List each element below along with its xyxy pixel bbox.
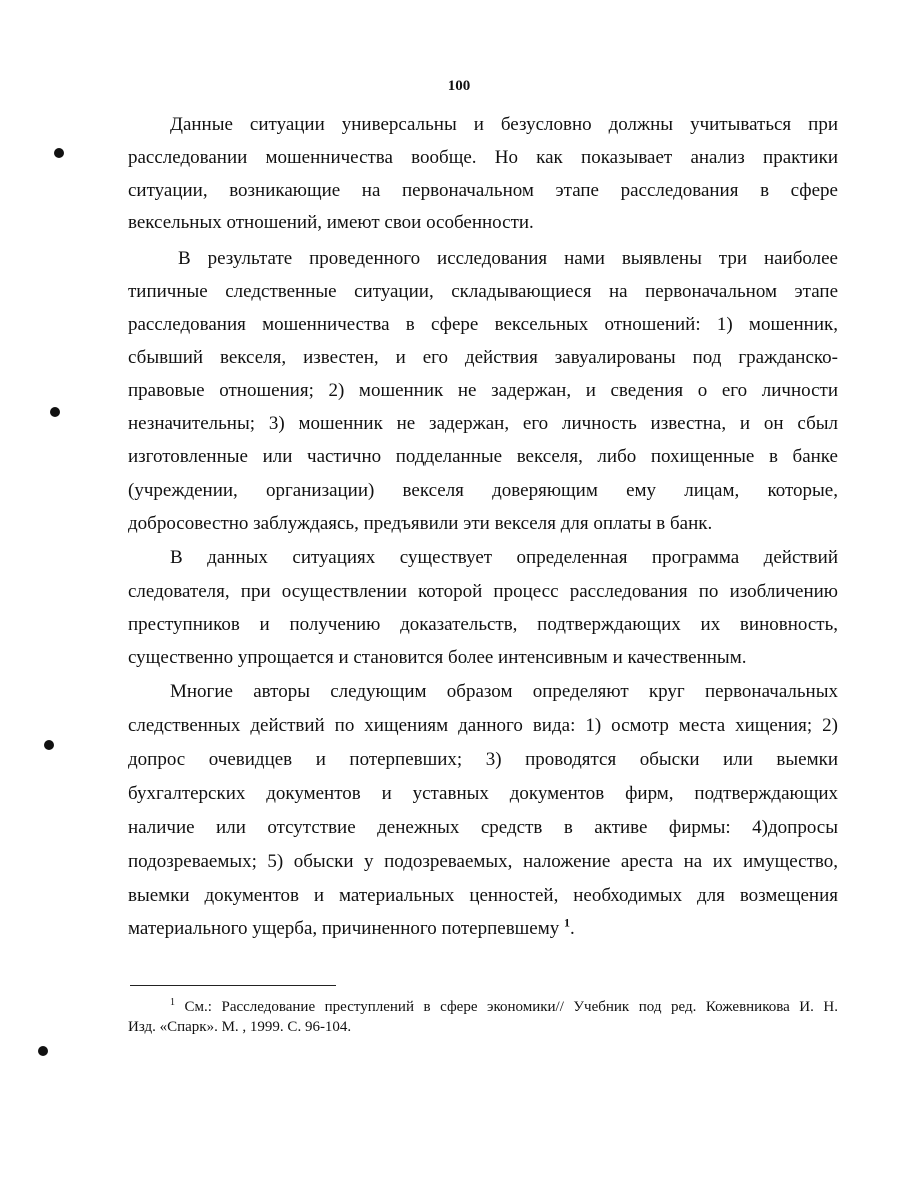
- text-line: подозреваемых; 5) обыски у подозреваемых, наложение ареста на их имущество,: [128, 851, 838, 872]
- sentence-end: .: [570, 918, 575, 939]
- punch-hole-mark: [38, 1046, 48, 1056]
- text-line: В результате проведенного исследования нами выявлены три наиболее: [178, 248, 838, 269]
- text-line: незначительны; 3) мошенник не задержан, его личность известна, и он сбыл: [128, 413, 838, 434]
- text-line: допрос очевидцев и потерпевших; 3) проводятся обыски или выемки: [128, 749, 838, 770]
- text-line: следователя, при осуществлении которой процесс расследования по изобличению: [128, 581, 838, 602]
- text-line: ситуации, возникающие на первоначальном этапе расследования в сфере: [128, 180, 838, 201]
- text-line: следственных действий по хищениям данного вида: 1) осмотр места хищения; 2): [128, 715, 838, 736]
- text-line: сбывший векселя, известен, и его действия завуалированы под гражданско-: [128, 347, 838, 368]
- punch-hole-mark: [54, 148, 64, 158]
- text-line: Данные ситуации универсальны и безусловно должны учитываться при: [170, 114, 838, 135]
- text-line: вексельных отношений, имеют свои особенности.: [128, 212, 534, 233]
- text-line-body: материального ущерба, причиненного потерпевшему: [128, 918, 560, 939]
- text-line: преступников и получению доказательств, подтверждающих их виновность,: [128, 614, 838, 635]
- page-number: 100: [447, 78, 471, 94]
- punch-hole-mark: [44, 740, 54, 750]
- footnote-marker: 1: [170, 997, 175, 1008]
- text-line: Многие авторы следующим образом определяют круг первоначальных: [170, 681, 838, 702]
- text-line: расследовании мошенничества вообще. Но как показывает анализ практики: [128, 147, 838, 168]
- text-line: изготовленные или частично подделанные векселя, либо похищенные в банке: [128, 446, 838, 467]
- text-line: правовые отношения; 2) мошенник не задержан, и сведения о его личности: [128, 380, 838, 401]
- footnote-line: [170, 997, 838, 1017]
- footnote-line: Изд. «Спарк». М. , 1999. С. 96-104.: [128, 1019, 352, 1035]
- text-line: наличие или отсутствие денежных средств в активе фирмы: 4)допросы: [128, 817, 838, 838]
- footnote-separator: [130, 985, 336, 986]
- punch-hole-mark: [50, 407, 60, 417]
- text-line: добросовестно заблуждаясь, предъявили эти векселя для оплаты в банк.: [128, 513, 713, 534]
- text-line: расследования мошенничества в сфере вексельных отношений: 1) мошенник,: [128, 314, 838, 335]
- text-line: (учреждении, организации) векселя доверяющим ему лицам, которые,: [128, 480, 838, 501]
- text-line: выемки документов и материальных ценностей, необходимых для возмещения: [128, 885, 838, 906]
- text-line: существенно упрощается и становится более интенсивным и качественным.: [128, 647, 747, 668]
- text-line: В данных ситуациях существует определенная программа действий: [170, 547, 838, 568]
- text-line: бухгалтерских документов и уставных документов фирм, подтверждающих: [128, 783, 838, 804]
- text-line: [128, 917, 838, 941]
- text-line: типичные следственные ситуации, складывающиеся на первоначальном этапе: [128, 281, 838, 302]
- footnote-reference[interactable]: 1: [564, 915, 571, 930]
- footnote-text: См.: Расследование преступлений в сфере экономики// Учебник под ред. Кожевникова И. Н.: [184, 999, 838, 1015]
